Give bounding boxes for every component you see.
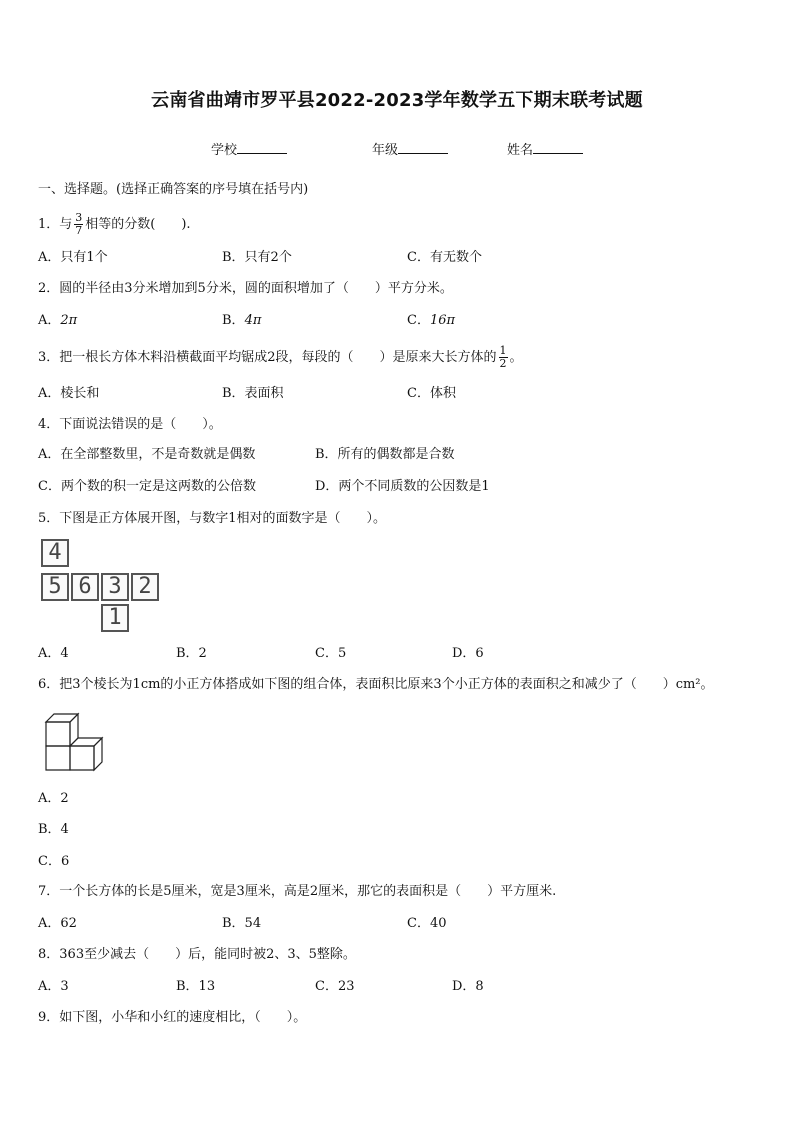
- question-6: 6．把3个棱长为1cm的小正方体搭成如下图的组合体，表面积比原来3个小正方体的表面积之和减少了（ ）cm²。: [38, 677, 714, 692]
- question-9: 9．如下图，小华和小红的速度相比，（ ）。: [38, 1010, 307, 1025]
- question-5: 5．下图是正方体展开图，与数字1相对的面数字是（ ）。: [38, 511, 387, 526]
- q1-frac-num: 3: [75, 211, 83, 224]
- school-label: 学校: [211, 143, 238, 158]
- q7-option-a: A．62: [38, 916, 77, 931]
- question-1: [38, 212, 191, 237]
- q5-option-a: A．4: [38, 646, 69, 661]
- q3-fraction: [499, 345, 508, 370]
- q4-option-a: A．在全部整数里，不是奇数就是偶数: [38, 447, 256, 462]
- cube-bottom-right-side: [94, 738, 102, 770]
- net-face-row-3: 3: [101, 573, 129, 601]
- q1-frac-den: 7: [75, 224, 83, 237]
- name-blank: [533, 141, 583, 154]
- q2-option-c: [407, 312, 455, 330]
- name-label: 姓名: [507, 143, 534, 158]
- cube-top-front: [46, 722, 70, 746]
- q6-option-a: A．2: [38, 791, 69, 806]
- q1-fraction: [74, 212, 83, 237]
- q8-option-b: B．13: [176, 979, 216, 994]
- q4-option-b: B．所有的偶数都是合数: [315, 447, 455, 462]
- cube-bottom-left-front: [46, 746, 70, 770]
- grade-blank: [398, 141, 448, 154]
- q4-option-c: C．两个数的积一定是这两数的公倍数: [38, 479, 256, 494]
- q3-option-c: C．体积: [407, 386, 456, 401]
- q3-frac-den: 2: [499, 357, 507, 370]
- school-field: [211, 141, 287, 160]
- q8-option-d: D．8: [452, 979, 484, 994]
- grade-field: [372, 141, 448, 160]
- q2-option-b: [222, 312, 261, 330]
- q8-option-a: A．3: [38, 979, 69, 994]
- net-face-row-2: 6: [71, 573, 99, 601]
- question-2: 2．圆的半径由3分米增加到5分米，圆的面积增加了（ ）平方分米。: [38, 281, 453, 296]
- q7-option-c: C．40: [407, 916, 447, 931]
- net-face-top: 4: [41, 539, 69, 567]
- name-field: [507, 141, 583, 160]
- section-heading: 一、选择题。(选择正确答案的序号填在括号内): [38, 182, 309, 197]
- cube-bottom-right-front: [70, 746, 94, 770]
- cubes-figure: [44, 712, 108, 774]
- q3-option-a: A．棱长和: [38, 386, 100, 401]
- q2-option-b-letter: B．: [222, 313, 245, 328]
- q8-option-c: C．23: [315, 979, 355, 994]
- q1-option-a: A．只有1个: [38, 250, 108, 265]
- cube-net-figure: [40, 538, 164, 638]
- question-4: 4．下面说法错误的是（ ）。: [38, 417, 222, 432]
- q4-option-d: D．两个不同质数的公因数是1: [315, 479, 490, 494]
- q1-option-c: C．有无数个: [407, 250, 482, 265]
- q3-frac-num: 1: [499, 344, 507, 357]
- q7-option-b: B．54: [222, 916, 262, 931]
- q6-option-c: C．6: [38, 854, 70, 869]
- question-3: [38, 345, 523, 370]
- question-7: 7．一个长方体的长是5厘米，宽是3厘米，高是2厘米，那它的表面积是（ ）平方厘米.: [38, 884, 557, 899]
- q3-text-post: 。: [509, 350, 523, 365]
- net-face-row-4: 2: [131, 573, 159, 601]
- q3-option-b: B．表面积: [222, 386, 284, 401]
- q5-option-c: C．5: [315, 646, 347, 661]
- q2-option-c-letter: C．: [407, 313, 430, 328]
- grade-label: 年级: [372, 143, 399, 158]
- question-8: 8．363至少减去（ ）后，能同时被2、3、5整除。: [38, 947, 356, 962]
- q5-option-d: D．6: [452, 646, 484, 661]
- net-face-row-1: 5: [41, 573, 69, 601]
- q6-option-b: B．4: [38, 822, 69, 837]
- page-title: 云南省曲靖市罗平县2022-2023学年数学五下期末联考试题: [151, 90, 643, 111]
- q2-option-b-value: 4π: [244, 313, 262, 328]
- q2-option-a-value: 2π: [60, 313, 78, 328]
- q5-option-b: B．2: [176, 646, 207, 661]
- net-face-bottom: 1: [101, 604, 129, 632]
- q1-text-post: 相等的分数( ).: [85, 217, 191, 232]
- school-blank: [237, 141, 287, 154]
- q2-option-a-letter: A．: [38, 313, 61, 328]
- q2-option-c-value: 16π: [429, 313, 456, 328]
- q2-option-a: [38, 312, 77, 330]
- q1-option-b: B．只有2个: [222, 250, 292, 265]
- q3-text-pre: 3．把一根长方体木料沿横截面平均锯成2段，每段的（ ）是原来大长方体的: [38, 350, 497, 365]
- q1-text-pre: 1．与: [38, 217, 73, 232]
